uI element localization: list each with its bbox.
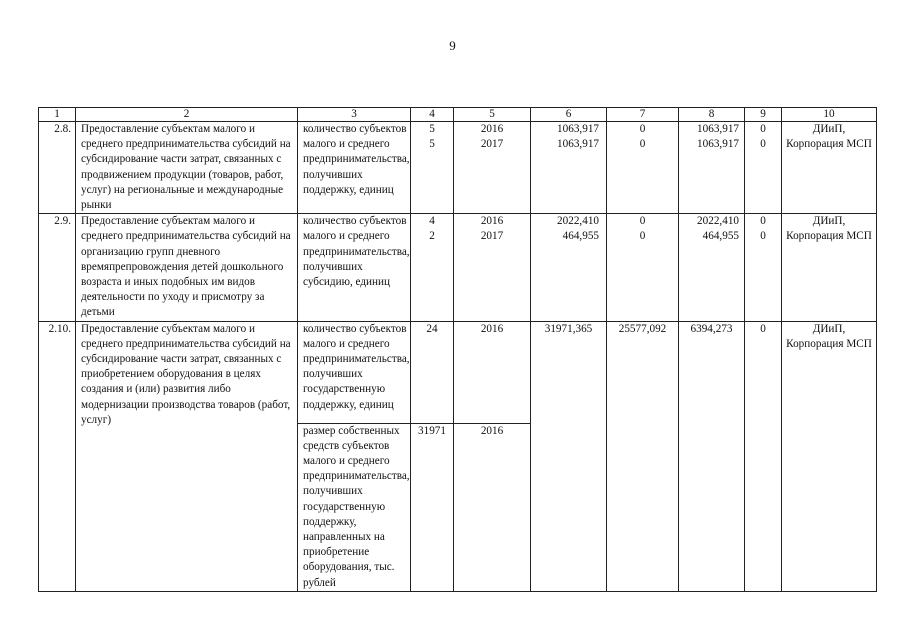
header-cell: 7 xyxy=(607,108,679,122)
indicator-cell: количество субъектов малого и среднего предпринимательства, получивших государственную поддержку, единиц xyxy=(298,321,411,423)
header-cell: 1 xyxy=(39,108,76,122)
header-cell: 9 xyxy=(745,108,782,122)
table-row xyxy=(39,122,877,214)
federal-cell: 25577,092 xyxy=(607,321,679,591)
other-cell: 0 xyxy=(745,321,782,591)
indicator-cell: количество субъектов малого и среднего предпринимательства, получивших субсидию, единиц xyxy=(298,214,411,321)
indicator-cell: размер собственных средств субъектов малого и среднего предпринимательства, получивших государственную поддержку, направленных на приобретение оборудования, тыс. рублей xyxy=(298,423,411,591)
total-cell: 2022,410 464,955 xyxy=(531,214,607,321)
header-cell: 6 xyxy=(531,108,607,122)
executor-cell: ДИиП, Корпорация МСП xyxy=(782,214,877,321)
other-cell: 0 0 xyxy=(745,122,782,214)
other-cell: 0 0 xyxy=(745,214,782,321)
year-cell: 2016 xyxy=(454,423,531,591)
year-cell: 2016 2017 xyxy=(454,214,531,321)
header-cell: 10 xyxy=(782,108,877,122)
count-cell: 24 xyxy=(411,321,454,423)
row-number: 2.8. xyxy=(39,122,76,214)
executor-cell: ДИиП, Корпорация МСП xyxy=(782,321,877,591)
measure-name: Предоставление субъектам малого и среднего предпринимательства субсидий на субсидирование части затрат, связанных с продвижением продукции (товаров, работ, услуг) на региональные и международные рынки xyxy=(76,122,298,214)
regional-cell: 1063,917 1063,917 xyxy=(679,122,745,214)
header-cell: 3 xyxy=(298,108,411,122)
header-cell: 8 xyxy=(679,108,745,122)
indicator-cell: количество субъектов малого и среднего предпринимательства, получивших поддержку, единиц xyxy=(298,122,411,214)
row-number: 2.10. xyxy=(39,321,76,591)
header-cell: 2 xyxy=(76,108,298,122)
executor-cell: ДИиП, Корпорация МСП xyxy=(782,122,877,214)
table-row xyxy=(39,321,877,423)
regional-cell: 2022,410 464,955 xyxy=(679,214,745,321)
year-cell: 2016 2017 xyxy=(454,122,531,214)
header-cell: 4 xyxy=(411,108,454,122)
count-cell: 31971 xyxy=(411,423,454,591)
header-cell: 5 xyxy=(454,108,531,122)
total-cell: 31971,365 xyxy=(531,321,607,591)
table-row xyxy=(39,214,877,321)
header-row xyxy=(39,108,877,122)
total-cell: 1063,917 1063,917 xyxy=(531,122,607,214)
program-table xyxy=(38,107,877,592)
year-cell: 2016 xyxy=(454,321,531,423)
page-number: 9 xyxy=(449,38,456,53)
measure-name: Предоставление субъектам малого и среднего предпринимательства субсидий на организацию групп дневного времяпрепровождения детей дошкольного возраста и иных подобных им видов деятельности по уходу и присмотру за детьми xyxy=(76,214,298,321)
regional-cell: 6394,273 xyxy=(679,321,745,591)
count-cell: 5 5 xyxy=(411,122,454,214)
measure-name: Предоставление субъектам малого и среднего предпринимательства субсидий на субсидирование части затрат, связанных с приобретением оборудования в целях создания и (или) развития либо модернизации производства товаров (работ, услуг) xyxy=(76,321,298,591)
federal-cell: 0 0 xyxy=(607,214,679,321)
count-cell: 4 2 xyxy=(411,214,454,321)
row-number: 2.9. xyxy=(39,214,76,321)
federal-cell: 0 0 xyxy=(607,122,679,214)
